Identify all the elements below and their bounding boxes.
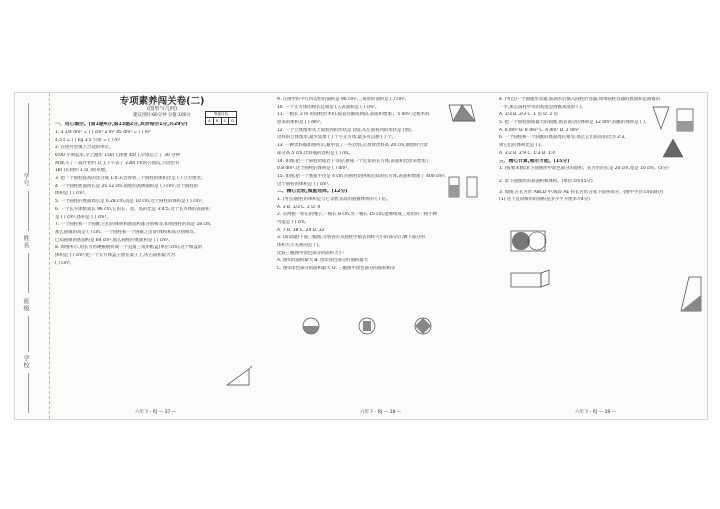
question-line: 15. 如图,把一个底面半径是 4 cm 的圆柱切拼成近似的长方体,表面积增加了 400 cm², <box>277 173 446 179</box>
question-line: 2. 在括号里填上合适的单位。 <box>55 145 114 151</box>
question-line: 这个圆柱的体积是 ( ) cm³。 <box>277 181 333 187</box>
question-line: C. 图③涂色部分的面积最大 D. 三幅图中涂色部分的面积相等 <box>277 266 396 272</box>
cone-cylinder-figure <box>649 103 699 135</box>
page-footer: 六年下 · RJ — 39 — <box>575 410 617 415</box>
page-footer: 六年下 · RJ — 38 — <box>360 410 402 415</box>
question-line: 一半,那么圆柱中水的高度是圆锥高度的 ( )。 <box>499 104 586 110</box>
question-line: 比较三幅图中涂色部分的面积大小: <box>277 250 345 256</box>
question-line: ( ) cm²。 <box>55 260 75 266</box>
question-line: 18( )长椅约 1.5( )的草地。 <box>55 168 110 174</box>
question-line: 11. 一根长 2 m 的圆柱形木料,按直径截成两段,表面积增加了 5 dm²,这根木料 <box>277 112 430 118</box>
choice-figures <box>297 315 467 337</box>
cone-figure <box>659 137 699 159</box>
question-line: 体积大小关系的是 ( )。 <box>277 243 323 249</box>
binding-line <box>28 253 29 293</box>
triangle-box-figure <box>225 365 253 387</box>
question-line: 3. 如图,在长方形 ABCD 中,线段 AE 将长方形分成下面各部分。(图中半径:cm)(8分) <box>499 189 664 195</box>
page-footer: 六年下 · RJ — 37 — <box>135 410 177 415</box>
question-line: 4.5 t = ( ) kg 3.5 公顷 = ( ) m² <box>55 137 121 143</box>
question-line: 可能是 ( ) cm。 <box>277 220 309 225</box>
question-line: A. 6 dm³ B. 8 dm³ C. 4 dm³ D. 3 dm³ <box>499 127 579 133</box>
bottle-figures <box>447 169 483 199</box>
question-line: 6. 一个长方体框架长 96 cm,它的长、宽、高的比是 3:4:5,这个长方体的表面积 <box>55 206 210 212</box>
section-heading: 一、用心填空。(第1题4分,第13题2分,其余每空1分,共29分) <box>55 122 188 128</box>
question-line: 已知圆锥的底面积是 84 cm²,那么圆柱的底面积是 ( ) cm²。 <box>55 237 173 243</box>
question-line: 网课,写了一篇作业约 1( ),下午去了 230( )米的公园玩,公园里有 <box>55 160 180 166</box>
question-line: 原来的体积是 ( ) dm³。 <box>277 120 325 126</box>
section-heading: 三、精心计算,展示才能。(15分) <box>499 158 570 164</box>
question-line: 1. 3 1/4 dm³ = ( ) cm³ 2 m³ 45 dm³ = ( ) m³ <box>55 129 151 135</box>
binding-label-id: 学号 <box>22 173 29 187</box>
score-box <box>205 111 237 125</box>
question-line: 2. 求下面图形的表面积和体积。(单位:cm)(5分) <box>499 178 593 184</box>
question-line: 体积是 ( ) cm³。 <box>55 191 89 197</box>
question-line: 部分高 5 cm,饮料瓶的容积是 ( ) mL。 <box>277 150 354 156</box>
question-line: A. 3 B. 1/3 C. 2 D. 9 <box>277 204 321 210</box>
question-line: 13. 一种饮料瓶如图所示,瓶中装了一些饮料,正放时饮料高 20 cm,倒放时空余 <box>277 143 428 149</box>
question-line: 1. (考点)圆柱的体积是与它等底等高的圆锥体积的 ( ) 倍。 <box>277 196 391 202</box>
question-line: 2. 有两根一样长的绳子,一根长 8 cm,另一根长 15 cm,能够组成三角形的一根小棒 <box>277 212 438 218</box>
question-line: 那么圆锥的高是 ( ) cm。一个圆柱和一个圆锥,它们的体积和高分别相等, <box>55 229 196 235</box>
binding-margin <box>15 93 50 419</box>
binding-line <box>28 191 29 231</box>
question-line: A. 图①的面积最大 B. 图②涂色部分的面积最大 <box>277 258 369 264</box>
grade-cell: D <box>231 119 235 123</box>
question-line: 12. 一个立体图形从上面看到的形状是 [图],从左面看到的形状是 [图], <box>277 127 412 133</box>
binding-line <box>28 316 29 352</box>
question-line: 7. 一个圆柱和一个圆锥,它们的体积和底面积都分别相等,如果圆柱的高是 18 cm, <box>55 222 212 228</box>
binding-line <box>28 103 29 173</box>
question-line: 5. 一个圆柱的底面周长是 6.28 cm,高是 10 cm,这个圆柱的体积是 ( ) cm³。 <box>55 199 206 205</box>
section-heading: 二、精心比较,慎重选择。(12分) <box>277 189 348 195</box>
exam-sheet <box>14 92 708 420</box>
grade-cell: A <box>206 118 214 124</box>
question-line: A. 7 B. 18 C. 24 D. 32 <box>277 227 325 233</box>
page-38 <box>277 97 491 274</box>
page-39 <box>499 97 703 205</box>
binding-label-name: 姓名 <box>22 235 29 249</box>
question-line: 3. (易错题)下面三幅图,分别表示从圆柱中削去同样大小的部分后,剩下部分的 <box>277 235 425 241</box>
question-line: 8. 如图所示,用长方形硬纸板折成一个直角三角形纸盒(单位:cm),这个纸盒的 <box>55 245 203 251</box>
question-line: (1) 这个直角梯形的面积是多少平方厘米?(4分) <box>499 197 590 203</box>
binding-label-school: 学校 <box>22 355 29 369</box>
page-37 <box>55 97 269 268</box>
exam-meta: 建议用时:60分钟 分值:100分 <box>133 113 191 119</box>
question-line: 3. 把一个圆柱按高的比分成 1:4:3,会得到三个圆柱的体积比是 ( ) 立方厘米。 <box>55 176 206 182</box>
question-line: 则它们的体积比是 ( )。 <box>499 143 545 149</box>
shaded-rectangle-figure <box>509 229 549 253</box>
question-line: 这样的立体图形,最少需要 ( ) 个小正方体,最多可以摆 ( ) 个。 <box>277 135 397 141</box>
grade-cell: C <box>222 118 230 124</box>
question-line: 5. 把一个圆柱削成最大的圆锥,削去部分的体积是 12 dm³,圆锥的体积是 ( )。 <box>499 120 650 126</box>
question-line: 10. 一个正方体的棱长总和是 ( ),表面积是 ( ) cm²。 <box>277 104 380 110</box>
question-line: 6. 一个圆柱和一个圆锥的底面周长相等,那么它们的高的比为 2:3, <box>499 135 626 141</box>
question-line: 9. 在图中的平行四边形的面积是 96 cm²,三角形的面积是 ( ) cm²。 <box>277 97 410 102</box>
binding-label-class: 班级 <box>22 298 29 312</box>
parallelogram-figure <box>447 101 479 123</box>
question-line: 14. 如图,把一个圆柱切成若干等份,拼成一个近似的长方体,表面积比原来增加了 <box>277 158 431 164</box>
question-line: 0.8 dm²,这个圆柱的体积是 ( ) dm³。 <box>277 166 352 172</box>
question-line: 1. (按要求画)求下面图形中涂色部分的面积。长方形的长是 20 cm,宽是 10 cm。(5分) <box>499 166 669 172</box>
score-box-header: 等级评价 <box>206 112 236 118</box>
question-line: 是 ( ) cm²,体积是 ( ) cm³。 <box>55 214 111 220</box>
exam-title: 专项素养闯关卷(二) <box>119 96 205 107</box>
question-line: 体积是 ( ) cm³;把一个长方体盒子放在桌子上,所占面积最大为 <box>55 252 175 258</box>
question-line: 4. (考点)一个圆锥形容器,加满水后倒入圆柱形容器,如果圆柱容器的底面积是圆锥的 <box>499 97 661 102</box>
solid-figure <box>509 269 557 291</box>
question-line: A. 3:2 B. 2:9 C. 1:3 D. 1:4 <box>499 150 556 156</box>
question-line: 6:00 小明起床,早上跑步 150( ),体重 45( ),早饭后上了 30 分钟 <box>55 153 180 159</box>
exam-subtitle: (图形与几何) <box>147 106 177 113</box>
trapezoid-figure <box>679 273 703 313</box>
binding-line <box>28 373 29 413</box>
question-line: A. 1/3 B. 2/3 C. 1 倍 D. 2 倍 <box>499 112 559 118</box>
grade-cell: B <box>214 118 222 124</box>
question-line: 4. 一个圆柱底面周长是 25.12 cm,圆柱的高侧面积是 ( ) cm²,这个圆柱的 <box>55 183 199 189</box>
